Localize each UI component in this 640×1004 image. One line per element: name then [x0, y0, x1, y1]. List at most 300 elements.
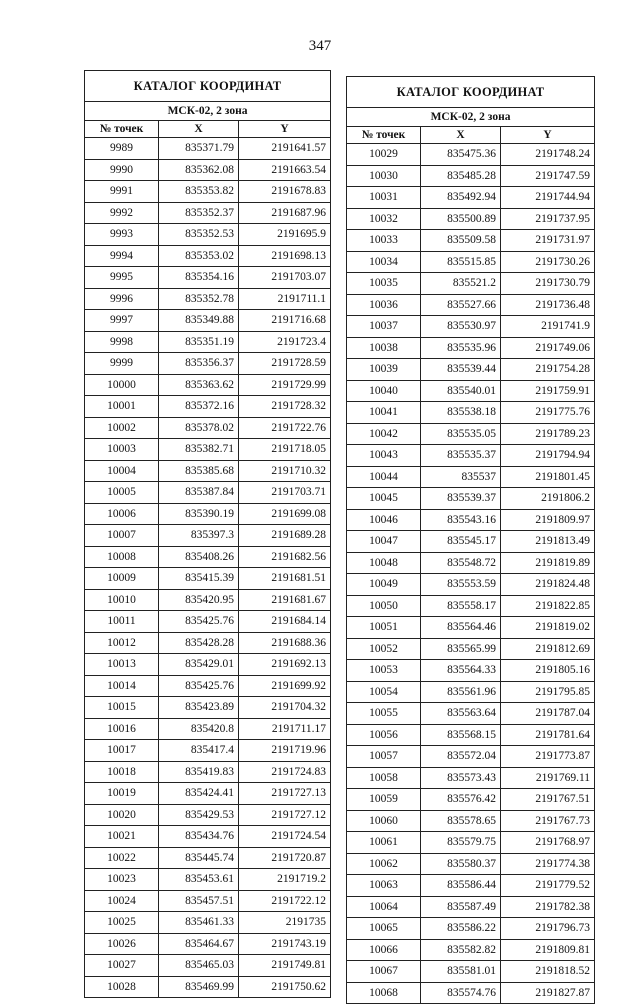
- point-number: 9989: [85, 138, 159, 160]
- y-coordinate: 2191699.92: [239, 675, 331, 697]
- y-coordinate: 2191809.97: [501, 509, 595, 531]
- y-coordinate: 2191819.89: [501, 552, 595, 574]
- point-number: 10064: [347, 896, 421, 918]
- catalog-zone: МСК-02, 2 зона: [85, 102, 331, 121]
- x-coordinate: 835457.51: [159, 890, 239, 912]
- table-row: [85, 417, 331, 439]
- y-coordinate: 2191767.73: [501, 810, 595, 832]
- table-row: [347, 273, 595, 295]
- y-coordinate: 2191822.85: [501, 595, 595, 617]
- catalog-zone: МСК-02, 2 зона: [347, 108, 595, 127]
- x-coordinate: 835564.46: [421, 617, 501, 639]
- point-number: 10067: [347, 961, 421, 983]
- table-row: [347, 402, 595, 424]
- x-coordinate: 835349.88: [159, 310, 239, 332]
- x-coordinate: 835453.61: [159, 869, 239, 891]
- point-number: 10036: [347, 294, 421, 316]
- point-number: 10056: [347, 724, 421, 746]
- y-coordinate: 2191695.9: [239, 224, 331, 246]
- x-coordinate: 835581.01: [421, 961, 501, 983]
- point-number: 9999: [85, 353, 159, 375]
- point-number: 9997: [85, 310, 159, 332]
- point-number: 10062: [347, 853, 421, 875]
- x-coordinate: 835362.08: [159, 159, 239, 181]
- x-coordinate: 835353.82: [159, 181, 239, 203]
- x-coordinate: 835574.76: [421, 982, 501, 1004]
- catalog-zone-row: [85, 102, 331, 121]
- x-coordinate: 835558.17: [421, 595, 501, 617]
- point-number: 10043: [347, 445, 421, 467]
- table-row: [347, 810, 595, 832]
- catalog-zone-row: [347, 108, 595, 127]
- table-row: [347, 337, 595, 359]
- y-coordinate: 2191727.13: [239, 783, 331, 805]
- y-coordinate: 2191730.79: [501, 273, 595, 295]
- point-number: 10022: [85, 847, 159, 869]
- y-coordinate: 2191813.49: [501, 531, 595, 553]
- x-coordinate: 835429.53: [159, 804, 239, 826]
- y-coordinate: 2191759.91: [501, 380, 595, 402]
- x-coordinate: 835415.39: [159, 568, 239, 590]
- x-coordinate: 835530.97: [421, 316, 501, 338]
- table-row: [347, 875, 595, 897]
- x-coordinate: 835417.4: [159, 740, 239, 762]
- table-row: [347, 552, 595, 574]
- table-row: [347, 681, 595, 703]
- point-number: 10013: [85, 654, 159, 676]
- point-number: 9995: [85, 267, 159, 289]
- x-coordinate: 835565.99: [421, 638, 501, 660]
- x-coordinate: 835428.28: [159, 632, 239, 654]
- point-number: 10031: [347, 187, 421, 209]
- point-number: 10058: [347, 767, 421, 789]
- table-row: [85, 589, 331, 611]
- coordinate-catalog-table-left: [84, 70, 331, 998]
- table-row: [347, 832, 595, 854]
- x-coordinate: 835563.64: [421, 703, 501, 725]
- point-number: 10039: [347, 359, 421, 381]
- column-header-row: [347, 127, 595, 144]
- point-number: 10020: [85, 804, 159, 826]
- table-row: [85, 353, 331, 375]
- x-coordinate: 835527.66: [421, 294, 501, 316]
- y-coordinate: 2191711.1: [239, 288, 331, 310]
- x-coordinate: 835586.44: [421, 875, 501, 897]
- x-coordinate: 835423.89: [159, 697, 239, 719]
- x-coordinate: 835424.41: [159, 783, 239, 805]
- x-coordinate: 835543.16: [421, 509, 501, 531]
- table-row: [85, 783, 331, 805]
- x-coordinate: 835465.03: [159, 955, 239, 977]
- table-row: [85, 224, 331, 246]
- table-row: [85, 525, 331, 547]
- y-coordinate: 2191719.96: [239, 740, 331, 762]
- y-coordinate: 2191750.62: [239, 976, 331, 998]
- y-coordinate: 2191741.9: [501, 316, 595, 338]
- x-coordinate: 835537: [421, 466, 501, 488]
- y-coordinate: 2191781.64: [501, 724, 595, 746]
- x-coordinate: 835561.96: [421, 681, 501, 703]
- point-number: 10049: [347, 574, 421, 596]
- y-coordinate: 2191711.17: [239, 718, 331, 740]
- table-row: [347, 939, 595, 961]
- table-row: [347, 230, 595, 252]
- y-coordinate: 2191729.99: [239, 374, 331, 396]
- table-row: [347, 746, 595, 768]
- point-number: 9992: [85, 202, 159, 224]
- x-coordinate: 835378.02: [159, 417, 239, 439]
- x-coordinate: 835535.96: [421, 337, 501, 359]
- y-coordinate: 2191818.52: [501, 961, 595, 983]
- table-row: [347, 767, 595, 789]
- table-row: [347, 961, 595, 983]
- table-row: [347, 918, 595, 940]
- table-row: [85, 912, 331, 934]
- table-row: [347, 638, 595, 660]
- y-coordinate: 2191703.07: [239, 267, 331, 289]
- table-row: [347, 617, 595, 639]
- y-coordinate: 2191692.13: [239, 654, 331, 676]
- y-coordinate: 2191698.13: [239, 245, 331, 267]
- point-number: 10053: [347, 660, 421, 682]
- y-coordinate: 2191703.71: [239, 482, 331, 504]
- x-coordinate: 835445.74: [159, 847, 239, 869]
- y-coordinate: 2191819.02: [501, 617, 595, 639]
- table-row: [85, 804, 331, 826]
- table-row: [85, 632, 331, 654]
- table-row: [85, 955, 331, 977]
- table-row: [85, 181, 331, 203]
- x-coordinate: 835586.22: [421, 918, 501, 940]
- x-coordinate: 835382.71: [159, 439, 239, 461]
- point-number: 10044: [347, 466, 421, 488]
- point-number: 9993: [85, 224, 159, 246]
- table-row: [347, 251, 595, 273]
- x-coordinate: 835568.15: [421, 724, 501, 746]
- table-row: [347, 595, 595, 617]
- x-coordinate: 835352.78: [159, 288, 239, 310]
- y-coordinate: 2191812.69: [501, 638, 595, 660]
- table-row: [85, 675, 331, 697]
- y-coordinate: 2191687.96: [239, 202, 331, 224]
- point-number: 10011: [85, 611, 159, 633]
- table-row: [85, 267, 331, 289]
- x-coordinate: 835539.37: [421, 488, 501, 510]
- point-number: 10059: [347, 789, 421, 811]
- point-number: 9996: [85, 288, 159, 310]
- point-number: 10012: [85, 632, 159, 654]
- y-coordinate: 2191795.85: [501, 681, 595, 703]
- point-number: 10068: [347, 982, 421, 1004]
- y-coordinate: 2191731.97: [501, 230, 595, 252]
- point-number: 10009: [85, 568, 159, 590]
- x-coordinate: 835515.85: [421, 251, 501, 273]
- point-number: 10035: [347, 273, 421, 295]
- table-row: [347, 144, 595, 166]
- y-coordinate: 2191743.19: [239, 933, 331, 955]
- table-row: [85, 396, 331, 418]
- point-number: 10028: [85, 976, 159, 998]
- y-coordinate: 2191699.08: [239, 503, 331, 525]
- point-number: 10051: [347, 617, 421, 639]
- table-row: [85, 138, 331, 160]
- x-coordinate: 835390.19: [159, 503, 239, 525]
- y-coordinate: 2191684.14: [239, 611, 331, 633]
- point-number: 10045: [347, 488, 421, 510]
- point-number: 10052: [347, 638, 421, 660]
- x-coordinate: 835553.59: [421, 574, 501, 596]
- table-row: [85, 654, 331, 676]
- table-row: [85, 374, 331, 396]
- y-coordinate: 2191754.28: [501, 359, 595, 381]
- point-number: 10061: [347, 832, 421, 854]
- point-number-header: № точек: [85, 121, 159, 138]
- y-coordinate: 2191720.87: [239, 847, 331, 869]
- x-coordinate: 835521.2: [421, 273, 501, 295]
- point-number: 10004: [85, 460, 159, 482]
- coordinate-catalog-table-right: [346, 76, 595, 1004]
- y-coordinate: 2191735: [239, 912, 331, 934]
- x-coordinate: 835372.16: [159, 396, 239, 418]
- point-number: 10050: [347, 595, 421, 617]
- point-number: 10032: [347, 208, 421, 230]
- y-coordinate: 2191678.83: [239, 181, 331, 203]
- y-coordinate: 2191736.48: [501, 294, 595, 316]
- x-coordinate: 835538.18: [421, 402, 501, 424]
- table-row: [85, 546, 331, 568]
- y-coordinate: 2191663.54: [239, 159, 331, 181]
- point-number: 10026: [85, 933, 159, 955]
- y-coordinate: 2191789.23: [501, 423, 595, 445]
- point-number: 10029: [347, 144, 421, 166]
- x-coordinate: 835573.43: [421, 767, 501, 789]
- y-coordinate: 2191794.94: [501, 445, 595, 467]
- y-coordinate: 2191730.26: [501, 251, 595, 273]
- y-coordinate: 2191796.73: [501, 918, 595, 940]
- y-coordinate: 2191774.38: [501, 853, 595, 875]
- x-coordinate: 835492.94: [421, 187, 501, 209]
- point-number: 10038: [347, 337, 421, 359]
- table-row: [347, 574, 595, 596]
- point-number: 10048: [347, 552, 421, 574]
- x-coordinate: 835579.75: [421, 832, 501, 854]
- y-coordinate: 2191724.54: [239, 826, 331, 848]
- y-coordinate: 2191723.4: [239, 331, 331, 353]
- x-coordinate: 835540.01: [421, 380, 501, 402]
- x-coordinate: 835354.16: [159, 267, 239, 289]
- x-coordinate: 835564.33: [421, 660, 501, 682]
- x-coordinate: 835461.33: [159, 912, 239, 934]
- x-coordinate: 835387.84: [159, 482, 239, 504]
- point-number: 10033: [347, 230, 421, 252]
- point-number: 10023: [85, 869, 159, 891]
- x-coordinate: 835408.26: [159, 546, 239, 568]
- x-coordinate: 835580.37: [421, 853, 501, 875]
- table-row: [347, 982, 595, 1004]
- point-number: 10027: [85, 955, 159, 977]
- y-coordinate: 2191724.83: [239, 761, 331, 783]
- table-row: [347, 466, 595, 488]
- point-number: 10007: [85, 525, 159, 547]
- table-row: [85, 740, 331, 762]
- table-row: [347, 445, 595, 467]
- y-coordinate: 2191704.32: [239, 697, 331, 719]
- x-coordinate: 835548.72: [421, 552, 501, 574]
- y-coordinate: 2191737.95: [501, 208, 595, 230]
- point-number: 10037: [347, 316, 421, 338]
- point-number: 10054: [347, 681, 421, 703]
- point-number-header: № точек: [347, 127, 421, 144]
- catalog-title: КАТАЛОГ КООРДИНАТ: [85, 71, 331, 102]
- catalog-title-row: [85, 71, 331, 102]
- x-coordinate: 835351.19: [159, 331, 239, 353]
- table-row: [85, 503, 331, 525]
- point-number: 10018: [85, 761, 159, 783]
- catalog-title: КАТАЛОГ КООРДИНАТ: [347, 77, 595, 108]
- point-number: 10040: [347, 380, 421, 402]
- catalog-title-row: [347, 77, 595, 108]
- y-coordinate: 2191728.32: [239, 396, 331, 418]
- table-row: [347, 703, 595, 725]
- x-coordinate: 835420.8: [159, 718, 239, 740]
- x-coordinate: 835535.37: [421, 445, 501, 467]
- x-coordinate: 835420.95: [159, 589, 239, 611]
- point-number: 10001: [85, 396, 159, 418]
- x-coordinate: 835352.37: [159, 202, 239, 224]
- point-number: 10014: [85, 675, 159, 697]
- y-coordinate: 2191773.87: [501, 746, 595, 768]
- table-row: [85, 890, 331, 912]
- y-coordinate: 2191806.2: [501, 488, 595, 510]
- x-coordinate: 835356.37: [159, 353, 239, 375]
- x-coordinate: 835363.62: [159, 374, 239, 396]
- x-coordinate: 835425.76: [159, 611, 239, 633]
- point-number: 10065: [347, 918, 421, 940]
- x-coordinate: 835352.53: [159, 224, 239, 246]
- table-row: [347, 316, 595, 338]
- point-number: 10025: [85, 912, 159, 934]
- y-coordinate: 2191767.51: [501, 789, 595, 811]
- y-coordinate: 2191710.32: [239, 460, 331, 482]
- page-number: 347: [308, 38, 332, 54]
- point-number: 10019: [85, 783, 159, 805]
- point-number: 10010: [85, 589, 159, 611]
- y-coordinate: 2191824.48: [501, 574, 595, 596]
- x-coordinate: 835425.76: [159, 675, 239, 697]
- table-row: [347, 660, 595, 682]
- point-number: 10030: [347, 165, 421, 187]
- point-number: 10003: [85, 439, 159, 461]
- point-number: 10017: [85, 740, 159, 762]
- y-coordinate: 2191722.76: [239, 417, 331, 439]
- y-coordinate: 2191748.24: [501, 144, 595, 166]
- point-number: 10066: [347, 939, 421, 961]
- table-row: [85, 847, 331, 869]
- table-row: [85, 439, 331, 461]
- x-coordinate: 835397.3: [159, 525, 239, 547]
- table-row: [347, 294, 595, 316]
- point-number: 10063: [347, 875, 421, 897]
- table-row: [85, 482, 331, 504]
- y-coordinate: 2191787.04: [501, 703, 595, 725]
- point-number: 10055: [347, 703, 421, 725]
- y-header: Y: [501, 127, 595, 144]
- table-row: [85, 159, 331, 181]
- table-row: [347, 531, 595, 553]
- x-coordinate: 835371.79: [159, 138, 239, 160]
- x-coordinate: 835576.42: [421, 789, 501, 811]
- y-coordinate: 2191718.05: [239, 439, 331, 461]
- table-row: [347, 359, 595, 381]
- table-row: [85, 331, 331, 353]
- point-number: 10008: [85, 546, 159, 568]
- y-coordinate: 2191827.87: [501, 982, 595, 1004]
- y-coordinate: 2191641.57: [239, 138, 331, 160]
- point-number: 10006: [85, 503, 159, 525]
- y-coordinate: 2191779.52: [501, 875, 595, 897]
- x-coordinate: 835464.67: [159, 933, 239, 955]
- x-coordinate: 835545.17: [421, 531, 501, 553]
- x-coordinate: 835582.82: [421, 939, 501, 961]
- table-row: [85, 761, 331, 783]
- y-coordinate: 2191744.94: [501, 187, 595, 209]
- x-coordinate: 835475.36: [421, 144, 501, 166]
- table-row: [347, 896, 595, 918]
- point-number: 10042: [347, 423, 421, 445]
- x-coordinate: 835572.04: [421, 746, 501, 768]
- table-row: [347, 789, 595, 811]
- table-row: [85, 568, 331, 590]
- x-coordinate: 835429.01: [159, 654, 239, 676]
- y-coordinate: 2191681.51: [239, 568, 331, 590]
- table-row: [85, 976, 331, 998]
- y-header: Y: [239, 121, 331, 138]
- point-number: 10046: [347, 509, 421, 531]
- table-row: [85, 202, 331, 224]
- table-row: [347, 423, 595, 445]
- point-number: 10041: [347, 402, 421, 424]
- x-header: X: [159, 121, 239, 138]
- x-coordinate: 835578.65: [421, 810, 501, 832]
- x-coordinate: 835509.58: [421, 230, 501, 252]
- point-number: 10000: [85, 374, 159, 396]
- x-coordinate: 835353.02: [159, 245, 239, 267]
- x-coordinate: 835500.89: [421, 208, 501, 230]
- y-coordinate: 2191689.28: [239, 525, 331, 547]
- y-coordinate: 2191747.59: [501, 165, 595, 187]
- y-coordinate: 2191775.76: [501, 402, 595, 424]
- point-number: 10021: [85, 826, 159, 848]
- point-number: 10016: [85, 718, 159, 740]
- point-number: 9991: [85, 181, 159, 203]
- table-row: [347, 380, 595, 402]
- table-row: [347, 488, 595, 510]
- table-row: [347, 724, 595, 746]
- table-row: [85, 288, 331, 310]
- point-number: 10002: [85, 417, 159, 439]
- y-coordinate: 2191782.38: [501, 896, 595, 918]
- table-row: [85, 933, 331, 955]
- y-coordinate: 2191681.67: [239, 589, 331, 611]
- point-number: 10060: [347, 810, 421, 832]
- y-coordinate: 2191716.68: [239, 310, 331, 332]
- table-row: [85, 245, 331, 267]
- table-row: [347, 208, 595, 230]
- y-coordinate: 2191722.12: [239, 890, 331, 912]
- y-coordinate: 2191768.97: [501, 832, 595, 854]
- point-number: 9990: [85, 159, 159, 181]
- point-number: 10005: [85, 482, 159, 504]
